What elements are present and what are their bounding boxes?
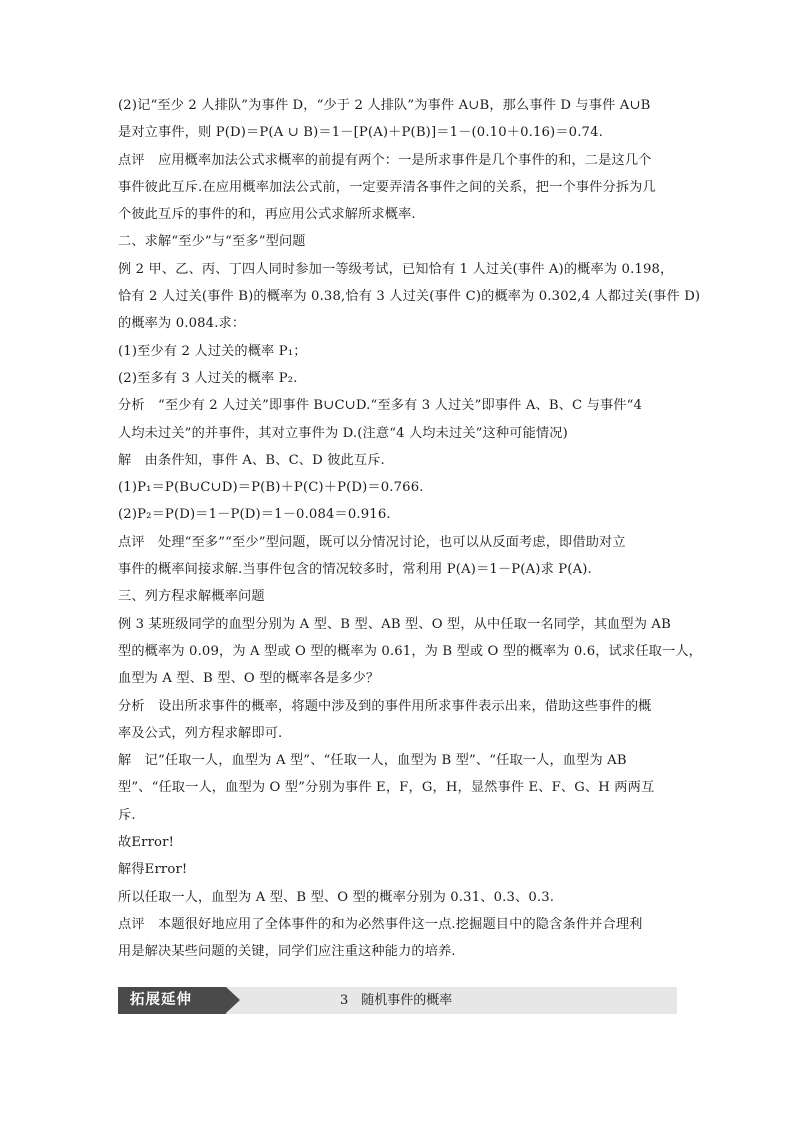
tag-arrow-icon (226, 987, 240, 1013)
text-line: 率及公式，列方程求解即可. (118, 725, 283, 741)
text-line: 型的概率为 0.09，为 A 型或 O 型的概率为 0.61，为 B 型或 O 型的概率为 0.6，试求任取一人， (118, 643, 703, 659)
text-line: 例 3 某班级同学的血型分别为 A 型、B 型、AB 型、O 型，从中任取一名同学，其血型为 AB (118, 616, 671, 632)
text-line: 点评 处理“至多”“至少”型问题，既可以分情况讨论，也可以从反面考虑，即借助对立 (118, 534, 626, 550)
text-line: 的概率为 0.084.求： (118, 316, 246, 332)
text-line: 血型为 A 型、B 型、O 型的概率各是多少？ (118, 671, 380, 687)
footer-title: 3 随机事件的概率 (340, 993, 453, 1008)
text-line: 解 记“任取一人，血型为 A 型”、“任取一人，血型为 B 型”、“任取一人，血型为 AB (118, 753, 627, 769)
text-line: 故Error! (118, 835, 175, 851)
text-line: (1)P₁＝P(B∪C∪D)＝P(B)＋P(C)＋P(D)＝0.766. (118, 480, 424, 496)
text-line: 分析 “至少有 2 人过关”即事件 B∪C∪D.“至多有 3 人过关”即事件 A、B、C 与事件“4 (118, 398, 643, 414)
text-line: 所以任取一人，血型为 A 型、B 型、O 型的概率分别为 0.31、0.3、0.3. (118, 889, 555, 905)
text-line: (2)P₂＝P(D)＝1－P(D)＝1－0.084＝0.916. (118, 507, 391, 523)
text-line: 斥. (118, 807, 136, 823)
text-line: 型”、“任取一人，血型为 O 型”分别为事件 E，F，G，H，显然事件 E、F、G、H 两两互 (118, 780, 655, 796)
text-line: 点评 本题很好地应用了全体事件的和为必然事件这一点.挖掘题目中的隐含条件并合理利 (118, 916, 643, 932)
text-line: (1)至少有 2 人过关的概率 P₁； (118, 343, 307, 359)
text-line: 分析 设出所求事件的概率，将题中涉及到的事件用所求事件表示出来，借助这些事件的概 (118, 698, 652, 714)
section-heading: 三、列方程求解概率问题 (118, 589, 265, 605)
text-line: 用是解决某些问题的关键，同学们应注重这种能力的培养. (118, 944, 456, 960)
document-body (118, 92, 703, 966)
text-line: 恰有 2 人过关(事件 B)的概率为 0.38,恰有 3 人过关(事件 C)的概率为 0.302,4 人都过关(事件 D) (118, 289, 701, 305)
text-line: 事件彼此互斥.在应用概率加法公式前，一定要弄清各事件之间的关系，把一个事件分拆为几 (118, 179, 656, 195)
text-line: 解 由条件知，事件 A、B、C、D 彼此互斥. (118, 452, 385, 468)
text-line: 是对立事件，则 P(D)＝P(A ∪ B)＝1－[P(A)＋P(B)]＝1－(0.10＋0.16)＝0.74. (118, 125, 603, 141)
text-line: 事件的概率间接求解.当事件包含的情况较多时，常利用 P(A)＝1－P(A)求 P(A). (118, 562, 592, 578)
text-line: (2)至多有 3 人过关的概率 P₂. (118, 370, 298, 386)
text-line: 人均未过关”的并事件，其对立事件为 D.(注意“4 人均未过关”这种可能情况) (118, 425, 568, 441)
text-line: (2)记“至少 2 人排队”为事件 D，“少于 2 人排队”为事件 A∪B，那么事件 D 与事件 A∪B (118, 98, 651, 113)
text-line: 点评 应用概率加法公式求概率的前提有两个：一是所求事件是几个事件的和，二是这几个 (118, 152, 652, 168)
text-line: 个彼此互斥的事件的和，再应用公式求解所求概率. (118, 207, 416, 223)
section-heading: 二、求解“至少”与“至多”型问题 (118, 234, 306, 250)
text-line: 解得Error! (118, 862, 188, 878)
footer-tag: 拓展延伸 (118, 987, 226, 1014)
text-line: 例 2 甲、乙、丙、丁四人同时参加一等级考试，已知恰有 1 人过关(事件 A)的概率为 0.198， (118, 261, 674, 277)
footer-banner (118, 987, 677, 1014)
